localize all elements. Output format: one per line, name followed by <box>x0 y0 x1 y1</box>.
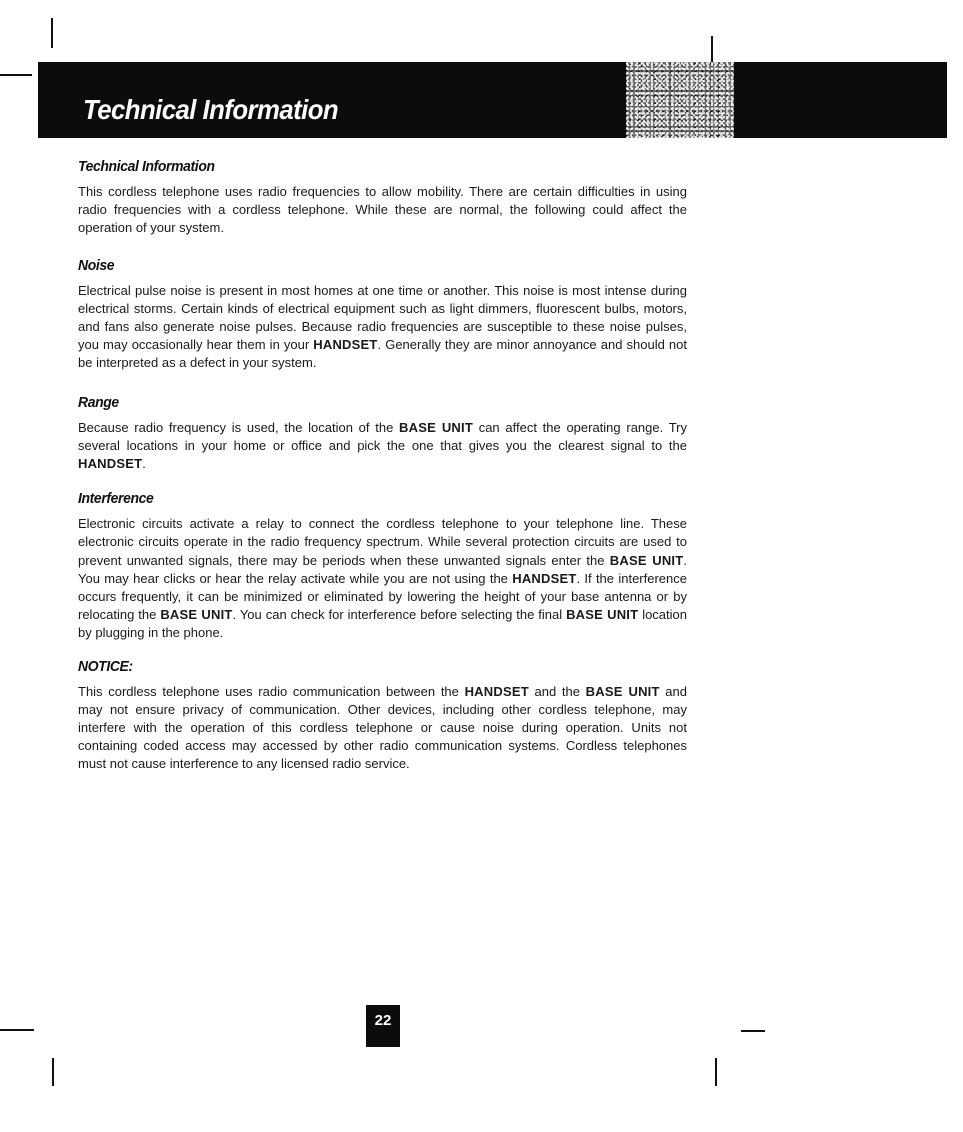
text-run: . <box>142 456 146 472</box>
crop-mark-left-bottom <box>0 1029 34 1031</box>
section-noise <box>78 257 687 373</box>
crop-mark-bottom-left <box>52 1058 54 1086</box>
text-run: . If the interference occurs frequently, it can be minimized or eliminated by lowering the height of your base antenna or by relocating the <box>78 570 687 623</box>
emphasized-term: BASE UNIT <box>566 607 639 623</box>
page-title: Technical Information <box>83 94 339 125</box>
section-heading: Range <box>78 393 119 411</box>
section-technical-information <box>78 158 687 238</box>
text-run: . Generally they are minor annoyance and should not be interpreted as a defect in your system. <box>78 337 687 371</box>
section-paragraph <box>78 183 687 238</box>
text-run: Electrical pulse noise is present in most homes at one time or another. This noise is most intense during electrical storms. Certain kinds of electrical equipment such as light dimmers, fluorescent bulbs, motors, and fans also generate noise pulses. Because radio frequencies are susceptible to these noise pulses, you may occasionally hear them in your <box>78 282 687 353</box>
text-run: This cordless telephone uses radio communication between the <box>78 683 465 699</box>
text-run: Because radio frequency is used, the location of the <box>78 419 400 435</box>
emphasized-term: HANDSET <box>464 683 529 699</box>
emphasized-term: BASE UNIT <box>585 683 660 699</box>
crop-mark-right-bottom <box>741 1030 765 1032</box>
section-paragraph <box>78 282 687 373</box>
text-run: and may not ensure privacy of communication. Other devices, including other cordless telephone, may interfere with the operation of this cordless telephone or cause noise during operation. Units not containing coded access may accessed by other radio communication systems. Cordless telephones must not cause interference to any licensed radio service. <box>78 683 687 772</box>
section-interference <box>78 490 687 642</box>
text-run: and the <box>528 683 586 699</box>
text-run: can affect the operating range. Try several locations in your home or office and pick the one that gives you the clearest signal to the <box>78 419 687 453</box>
crop-mark-bottom-right <box>715 1058 717 1086</box>
emphasized-term: HANDSET <box>78 456 143 472</box>
header-texture-graphic <box>626 62 734 138</box>
crop-mark-top-right <box>711 36 713 62</box>
text-run: . You may hear clicks or hear the relay activate while you are not using the <box>78 552 687 586</box>
page-number: 22 <box>366 1005 400 1047</box>
text-run: . You can check for interference before selecting the final <box>232 607 567 623</box>
section-range <box>78 394 687 474</box>
section-heading: NOTICE: <box>78 657 133 675</box>
section-heading: Noise <box>78 256 115 274</box>
section-notice <box>78 658 687 774</box>
emphasized-term: BASE UNIT <box>160 607 233 623</box>
section-heading: Interference <box>78 490 154 508</box>
text-run: location by plugging in the phone. <box>78 607 687 641</box>
text-run: Electronic circuits activate a relay to connect the cordless telephone to your telephone line. These electronic circuits operate in the radio frequency spectrum. While several protection circuits are used to prevent unwanted signals, there may be periods when these unwanted signals enter the <box>78 516 687 568</box>
crop-mark-left-top <box>0 74 32 76</box>
document-body <box>78 158 687 774</box>
section-paragraph <box>78 683 687 774</box>
text-run: This cordless telephone uses radio frequencies to allow mobility. There are certain difficulties in using radio frequencies with a cordless telephone. While these are normal, the following could affect the operation of your system. <box>78 184 687 236</box>
emphasized-term: HANDSET <box>512 570 577 586</box>
crop-mark-top-left <box>51 18 53 48</box>
section-paragraph <box>78 419 687 474</box>
emphasized-term: HANDSET <box>313 337 378 353</box>
section-heading: Technical Information <box>78 158 215 175</box>
section-paragraph <box>78 515 687 642</box>
emphasized-term: BASE UNIT <box>399 419 473 435</box>
emphasized-term: BASE UNIT <box>609 552 684 568</box>
